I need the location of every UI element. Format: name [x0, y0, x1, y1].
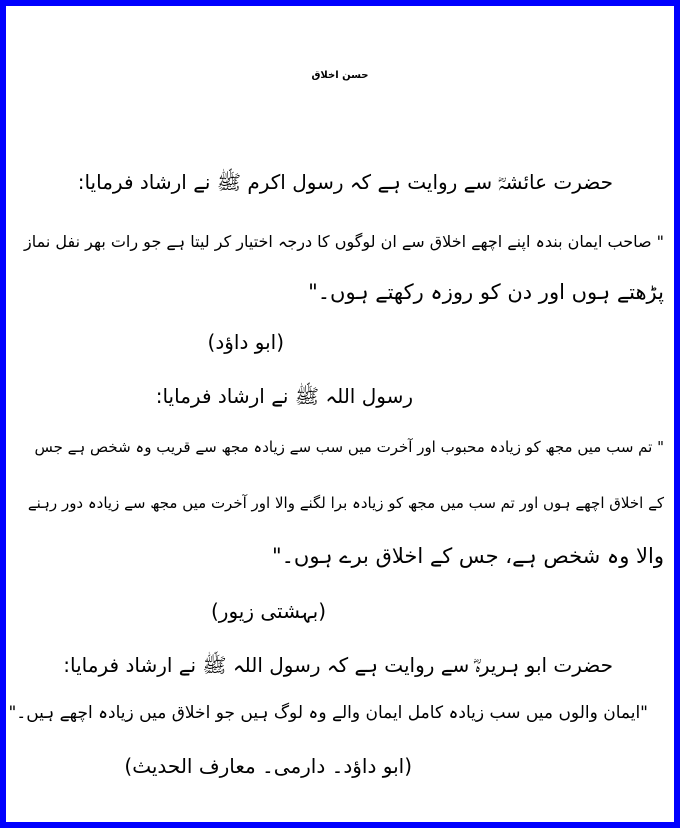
document-title: حسن اخلاق: [311, 70, 369, 81]
section-1-intro: حضرت عائشہؓ سے روایت ہے کہ رسول اکرم ﷺ نے ارشاد فرمایا:: [77, 170, 613, 194]
section-2-quote-line-2: کے اخلاق اچھے ہوں اور تم سب میں مجھ کو زیادہ برا لگنے والا اور آخرت میں مجھ سے زیادہ دور رہنے: [27, 494, 664, 512]
section-3-quote-line-1: "ایمان والوں میں سب زیادہ کامل ایمان والے وہ لوگ ہیں جو اخلاق میں زیادہ اچھے ہیں۔": [8, 703, 648, 723]
document-page: [8, 12, 668, 816]
section-2-quote-line-1: " تم سب میں مجھ کو زیادہ محبوب اور آخرت میں سب سے زیادہ مجھ سے قریب وہ شخص ہے جس: [34, 438, 664, 456]
section-2-reference: (بہشتی زیور): [210, 599, 326, 623]
section-2-intro: رسول اللہ ﷺ نے ارشاد فرمایا:: [155, 384, 413, 408]
section-3-reference: (ابو داؤد۔ دارمی۔ معارف الحدیث): [124, 754, 412, 778]
section-1-quote-line-1: " صاحب ایمان بندہ اپنے اچھے اخلاق سے ان لوگوں کا درجہ اختیار کر لیتا ہے جو رات بھر نفل نماز: [23, 232, 664, 251]
section-3-intro: حضرت ابو ہریرہؓ سے روایت ہے کہ رسول اللہ ﷺ نے ارشاد فرمایا:: [63, 653, 613, 677]
section-2-quote-line-3: والا وہ شخص ہے، جس کے اخلاق برے ہوں۔": [271, 544, 664, 568]
section-1-quote-line-2: پڑھتے ہوں اور دن کو روزہ رکھتے ہوں۔": [308, 280, 664, 304]
section-1-reference: (ابو داؤد): [207, 330, 284, 354]
